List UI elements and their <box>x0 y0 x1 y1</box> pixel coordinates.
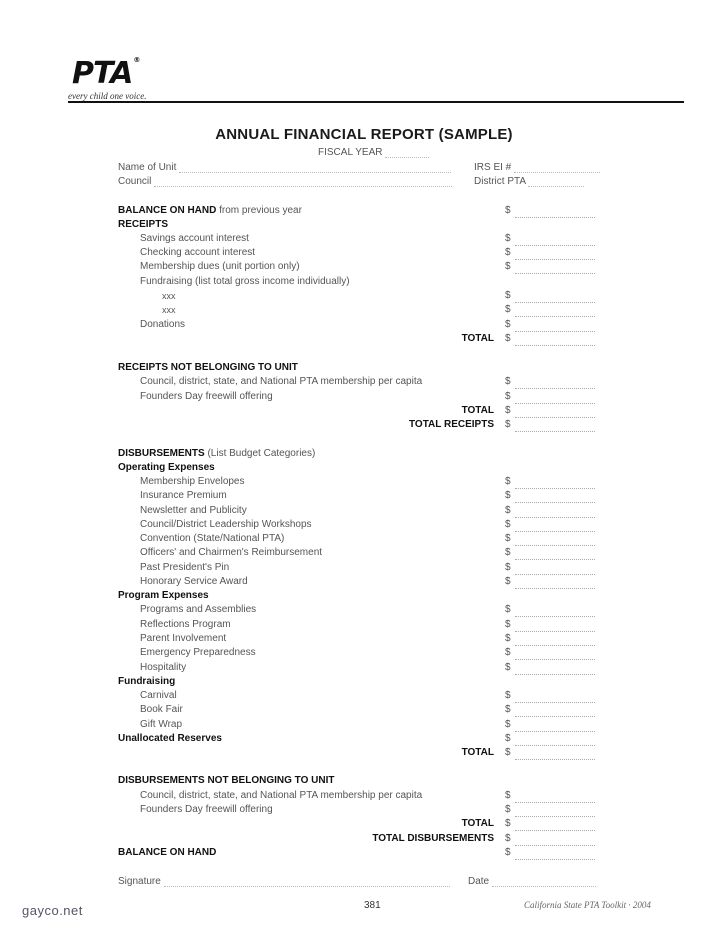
currency-sign: $ <box>505 333 511 344</box>
amount-blank <box>515 263 595 274</box>
currency-sign: $ <box>505 233 511 244</box>
currency-sign: $ <box>505 261 511 272</box>
currency-sign: $ <box>505 476 511 487</box>
list-item: Insurance Premium <box>140 490 227 501</box>
list-item: Honorary Service Award <box>140 576 248 587</box>
currency-sign: $ <box>505 490 511 501</box>
currency-sign: $ <box>505 847 511 858</box>
currency-sign: $ <box>505 576 511 587</box>
currency-sign: $ <box>505 247 511 258</box>
currency-sign: $ <box>505 419 511 430</box>
currency-sign: $ <box>505 304 511 315</box>
amount-blank <box>515 735 595 746</box>
list-item: Emergency Preparedness <box>140 647 256 658</box>
district-field: District PTA <box>474 176 584 187</box>
list-item: Fundraising (list total gross income individually) <box>140 276 350 287</box>
amount-blank <box>515 421 595 432</box>
currency-sign: $ <box>505 704 511 715</box>
disbursements-total-label: TOTAL <box>461 747 494 758</box>
currency-sign: $ <box>505 833 511 844</box>
amount-blank <box>515 649 595 660</box>
list-item: Council, district, state, and National PTA membership per capita <box>140 376 423 387</box>
amount-blank <box>515 721 595 732</box>
unallocated-reserves-label: Unallocated Reserves <box>118 733 222 744</box>
balance-on-hand-label: BALANCE ON HAND <box>118 847 217 858</box>
amount-blank <box>515 606 595 617</box>
currency-sign: $ <box>505 733 511 744</box>
watermark: gayco.net <box>22 903 83 918</box>
amount-blank <box>515 478 595 489</box>
list-item: Donations <box>140 319 186 330</box>
operating-expenses-heading: Operating Expenses <box>118 462 215 473</box>
list-item: Carnival <box>140 690 177 701</box>
amount-blank <box>515 806 595 817</box>
total-disbursements-label: TOTAL DISBURSEMENTS <box>372 833 494 844</box>
amount-blank <box>515 564 595 575</box>
amount-blank <box>515 749 595 760</box>
amount-blank <box>515 535 595 546</box>
currency-sign: $ <box>505 790 511 801</box>
amount-blank <box>515 706 595 717</box>
amount-blank <box>515 407 595 418</box>
list-item: Book Fair <box>140 704 183 715</box>
list-item: Checking account interest <box>140 247 256 258</box>
currency-sign: $ <box>505 604 511 615</box>
list-item: Convention (State/National PTA) <box>140 533 285 544</box>
currency-sign: $ <box>505 405 511 416</box>
currency-sign: $ <box>505 319 511 330</box>
amount-blank <box>515 692 595 703</box>
amount-blank <box>515 621 595 632</box>
amount-blank <box>515 635 595 646</box>
disbursements-not-belonging-heading: DISBURSEMENTS NOT BELONGING TO UNIT <box>118 775 335 786</box>
currency-sign: $ <box>505 619 511 630</box>
source-credit: California State PTA Toolkit · 2004 <box>524 900 651 910</box>
amount-blank <box>515 507 595 518</box>
page-title: ANNUAL FINANCIAL REPORT (SAMPLE) <box>215 126 513 143</box>
currency-sign: $ <box>505 547 511 558</box>
list-item: Reflections Program <box>140 619 231 630</box>
currency-sign: $ <box>505 647 511 658</box>
amount-blank <box>515 820 595 831</box>
currency-sign: $ <box>505 533 511 544</box>
amount-blank <box>515 321 595 332</box>
list-item: Hospitality <box>140 662 187 673</box>
receipts-not-belonging-heading: RECEIPTS NOT BELONGING TO UNIT <box>118 362 298 373</box>
list-item: Past President's Pin <box>140 562 230 573</box>
amount-blank <box>515 521 595 532</box>
currency-sign: $ <box>505 505 511 516</box>
signature-field: Signature <box>118 876 450 887</box>
list-item: Newsletter and Publicity <box>140 505 247 516</box>
date-field: Date <box>468 876 596 887</box>
sub-item: xxx <box>162 305 176 315</box>
amount-blank <box>515 664 595 675</box>
amount-blank <box>515 378 595 389</box>
currency-sign: $ <box>505 391 511 402</box>
amount-blank <box>515 292 595 303</box>
currency-sign: $ <box>505 376 511 387</box>
irs-field: IRS EI # <box>474 162 600 173</box>
amount-blank <box>515 549 595 560</box>
list-item: Officers' and Chairmen's Reimbursement <box>140 547 323 558</box>
list-item: Gift Wrap <box>140 719 183 730</box>
program-expenses-heading: Program Expenses <box>118 590 209 601</box>
not-belonging-total-label: TOTAL <box>461 405 494 416</box>
sub-item: xxx <box>162 291 176 301</box>
list-item: Founders Day freewill offering <box>140 391 273 402</box>
pta-logo: PTA® <box>72 56 140 91</box>
total-receipts-label: TOTAL RECEIPTS <box>408 419 494 430</box>
amount-blank <box>515 393 595 404</box>
amount-blank <box>515 306 595 317</box>
amount-blank <box>515 792 595 803</box>
currency-sign: $ <box>505 290 511 301</box>
balance-previous-label: BALANCE ON HAND from previous year <box>118 205 302 216</box>
currency-sign: $ <box>505 818 511 829</box>
list-item: Programs and Assemblies <box>140 604 257 615</box>
disb-not-belonging-total-label: TOTAL <box>461 818 494 829</box>
currency-sign: $ <box>505 519 511 530</box>
name-of-unit-field: Name of Unit <box>118 162 451 173</box>
receipts-heading: RECEIPTS <box>118 219 169 230</box>
fiscal-year-field: FISCAL YEAR <box>318 147 429 158</box>
currency-sign: $ <box>505 205 511 216</box>
header-rule <box>68 101 684 103</box>
amount-blank <box>515 835 595 846</box>
currency-sign: $ <box>505 804 511 815</box>
amount-blank <box>515 492 595 503</box>
list-item: Parent Involvement <box>140 633 227 644</box>
amount-blank <box>515 249 595 260</box>
currency-sign: $ <box>505 633 511 644</box>
disbursements-heading: DISBURSEMENTS (List Budget Categories) <box>118 448 316 459</box>
receipts-total-label: TOTAL <box>461 333 494 344</box>
pta-tagline: every child one voice. <box>68 91 147 101</box>
currency-sign: $ <box>505 690 511 701</box>
amount-blank <box>515 235 595 246</box>
currency-sign: $ <box>505 562 511 573</box>
list-item: Savings account interest <box>140 233 249 244</box>
list-item: Council/District Leadership Workshops <box>140 519 312 530</box>
currency-sign: $ <box>505 719 511 730</box>
fundraising-heading: Fundraising <box>118 676 176 687</box>
list-item: Membership dues (unit portion only) <box>140 261 300 272</box>
currency-sign: $ <box>505 747 511 758</box>
list-item: Membership Envelopes <box>140 476 245 487</box>
council-field: Council <box>118 176 452 187</box>
amount-blank <box>515 578 595 589</box>
amount-blank <box>515 207 595 218</box>
list-item: Council, district, state, and National PTA membership per capita <box>140 790 423 801</box>
amount-blank <box>515 335 595 346</box>
page-number: 381 <box>364 900 381 911</box>
currency-sign: $ <box>505 662 511 673</box>
amount-blank <box>515 849 595 860</box>
list-item: Founders Day freewill offering <box>140 804 273 815</box>
